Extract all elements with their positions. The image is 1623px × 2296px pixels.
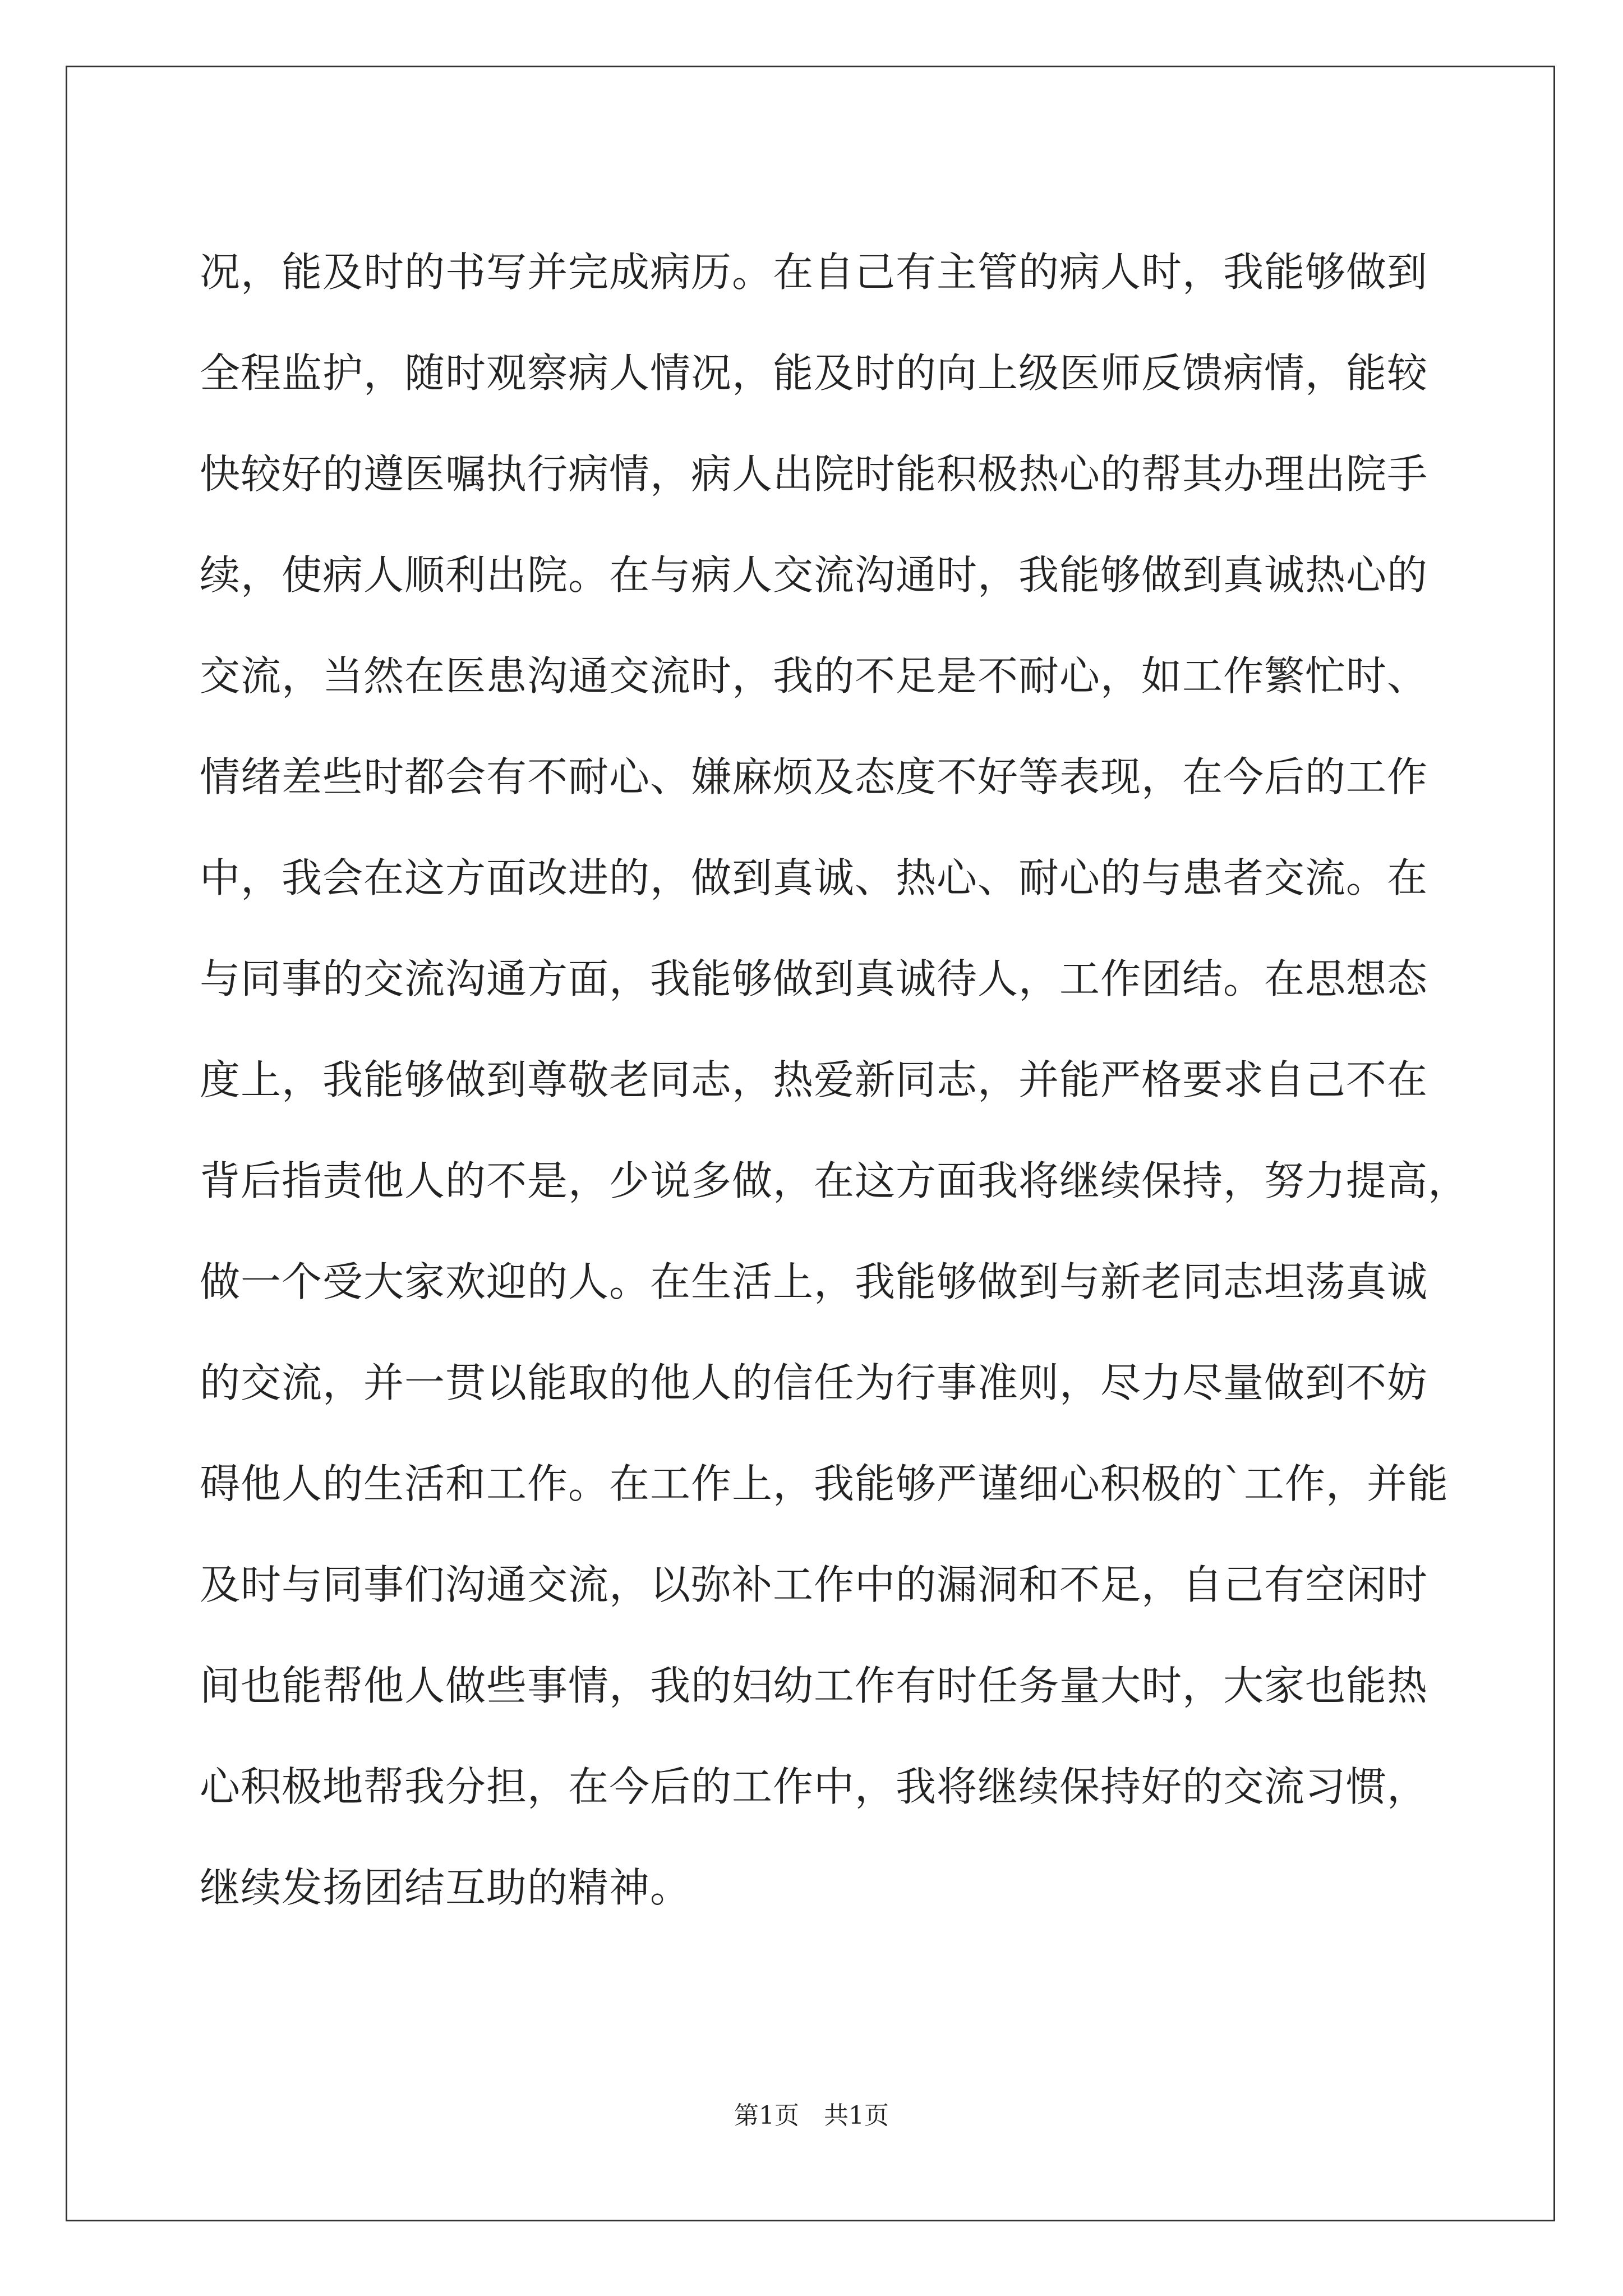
text-line: 间也能帮他人做些事情，我的妇幼工作有时任务量大时，大家也能热 — [200, 1662, 1428, 1709]
page-number-footer: 第1页 共1页 — [734, 2101, 889, 2130]
text-line: 全程监护，随时观察病人情况，能及时的向上级医师反馈病情，能较 — [200, 349, 1428, 397]
text-line: 继续发扬团结互助的精神。 — [200, 1864, 691, 1911]
document-body — [200, 222, 1469, 1938]
text-line: 况，能及时的书写并完成病历。在自己有主管的病人时，我能够做到 — [200, 249, 1428, 296]
text-line: 中，我会在这方面改进的，做到真诚、热心、耐心的与患者交流。在 — [200, 854, 1428, 901]
text-line: 做一个受大家欢迎的人。在生活上，我能够做到与新老同志坦荡真诚 — [200, 1258, 1428, 1305]
text-line: 与同事的交流沟通方面，我能够做到真诚待人，工作团结。在思想态 — [200, 955, 1428, 1002]
text-line: 心积极地帮我分担，在今后的工作中，我将继续保持好的交流习惯， — [200, 1763, 1428, 1810]
text-line: 情绪差些时都会有不耐心、嫌麻烦及态度不好等表现，在今后的工作 — [200, 753, 1428, 800]
text-line: 快较好的遵医嘱执行病情，病人出院时能积极热心的帮其办理出院手 — [200, 450, 1428, 498]
text-line: 的交流，并一贯以能取的他人的信任为行事准则，尽力尽量做到不妨 — [200, 1359, 1428, 1406]
text-line: 续，使病人顺利出院。在与病人交流沟通时，我能够做到真诚热心的 — [200, 551, 1428, 599]
text-line: 交流，当然在医患沟通交流时，我的不足是不耐心，如工作繁忙时、 — [200, 652, 1428, 700]
text-line: 及时与同事们沟通交流，以弥补工作中的漏洞和不足，自己有空闲时 — [200, 1561, 1428, 1608]
text-line: 碍他人的生活和工作。在工作上，我能够严谨细心积极的`工作，并能 — [200, 1460, 1449, 1507]
text-line: 背后指责他人的不是，少说多做，在这方面我将继续保持，努力提高， — [200, 1157, 1469, 1204]
text-line: 度上，我能够做到尊敬老同志，热爱新同志，并能严格要求自己不在 — [200, 1056, 1428, 1103]
